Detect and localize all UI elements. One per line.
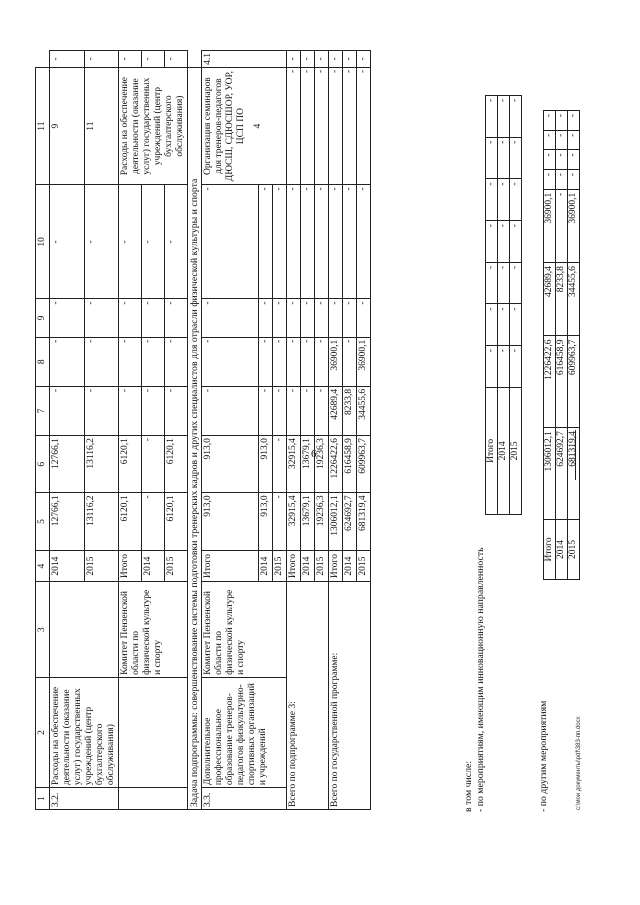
value-cell: - <box>142 337 165 386</box>
value-cell: 1226422,6 <box>544 336 556 428</box>
table-row <box>568 111 580 580</box>
value-cell: - <box>119 299 142 337</box>
value-cell: - <box>498 179 510 221</box>
value-cell: 8233,8 <box>343 386 357 435</box>
value-cell: - <box>165 185 188 299</box>
value-cell: 913,0 <box>259 493 273 550</box>
row-code: 3.2. <box>50 788 119 810</box>
value-cell: - <box>315 185 329 299</box>
value-cell: 616458,9 <box>556 336 568 428</box>
year-cell: Итого <box>119 550 142 582</box>
value-cell: - <box>568 130 580 150</box>
header-cell: 9 <box>36 299 50 337</box>
year-cell: 2014 <box>301 550 315 582</box>
year-cell: 2015 <box>273 550 287 582</box>
row-code: 3.3. <box>202 788 287 810</box>
value-cell: - <box>315 51 329 68</box>
value-cell: - <box>202 386 259 435</box>
value-cell: - <box>357 185 371 299</box>
indicator-cell: 9 <box>50 67 85 184</box>
value-cell: - <box>165 337 188 386</box>
value-cell: 34455,6 <box>357 386 371 435</box>
header-cell: 6 <box>36 436 50 493</box>
subprogram-total-row <box>287 51 301 810</box>
value-cell: - <box>273 185 287 299</box>
value-cell: - <box>84 337 119 386</box>
program-total-row <box>329 51 343 810</box>
including-label: в том числе: <box>463 760 474 812</box>
value-cell: - <box>568 170 580 190</box>
value-cell: - <box>142 51 165 68</box>
value-cell: - <box>329 299 343 337</box>
header-cell: 11 <box>36 67 50 184</box>
value-cell: 913,0 <box>259 436 273 493</box>
year-cell: 2015 <box>315 550 329 582</box>
value-cell: - <box>486 137 498 179</box>
value-cell: 6120,1 <box>165 436 188 493</box>
subprogram-total-label: Всего по подпрограмме 3: <box>287 582 329 810</box>
value-cell: 36900,1 <box>568 189 580 262</box>
value-cell: - <box>165 51 188 68</box>
year-cell: 2014 <box>343 550 357 582</box>
value-cell: - <box>84 51 119 68</box>
year-cell: Итого <box>544 519 556 579</box>
table-row <box>486 96 498 515</box>
value-cell: - <box>273 337 287 386</box>
value-cell: - <box>556 130 568 150</box>
value-cell: - <box>119 386 142 435</box>
value-cell: 624692,7 <box>556 428 568 520</box>
value-cell: - <box>343 51 357 68</box>
row-name: Расходы на обеспечение деятельности (оказание услуг) государственных учреждений (центр бухгалтерского обслуживания) <box>50 677 119 787</box>
value-cell: 6120,1 <box>119 436 142 493</box>
value-cell: 681319,4 <box>568 428 580 520</box>
value-cell: - <box>343 337 357 386</box>
page-number: 6 <box>311 448 317 460</box>
value-cell: - <box>556 150 568 170</box>
value-cell: - <box>259 185 273 299</box>
value-cell: - <box>357 299 371 337</box>
value-cell: - <box>50 337 85 386</box>
value-cell: - <box>301 299 315 337</box>
value-cell: - <box>510 262 522 304</box>
value-cell: - <box>259 337 273 386</box>
value-cell: - <box>287 299 301 337</box>
value-cell: - <box>202 299 259 337</box>
value-cell: - <box>287 51 301 68</box>
value-cell: - <box>119 337 142 386</box>
indicator-cell: Расходы на обеспечение деятельности (оказание услуг) государственных учреждений (центр бухгалтерского обслуживания) <box>119 67 188 184</box>
indicator-name: Организация семинаров для тренеров-педагогов ДЮСШ, СДЮСШОР, УОР, ЦСП ПО <box>203 71 246 182</box>
value-cell: - <box>544 170 556 190</box>
value-cell: - <box>343 299 357 337</box>
value-cell: 13116,2 <box>84 436 119 493</box>
value-cell: - <box>50 299 85 337</box>
year-cell: 2015 <box>568 519 580 579</box>
value-cell: 1306012,1 <box>329 493 343 550</box>
value-cell: - <box>498 221 510 263</box>
value-cell: - <box>486 262 498 304</box>
value-cell: - <box>315 67 329 184</box>
task-text: Задача подпрограммы: совершенствование системы подготовки тренерских кадров и других специалистов для отрасли физической культуры и спорта <box>188 67 202 809</box>
value-cell: - <box>510 346 522 388</box>
value-cell: - <box>315 337 329 386</box>
value-cell: 609963,7 <box>568 336 580 428</box>
table-row <box>544 111 556 580</box>
value-cell: - <box>556 111 568 131</box>
value-cell: - <box>50 386 85 435</box>
value-cell: - <box>498 346 510 388</box>
footer-file-path: c:\мои документы\pdf\383-пп.docx <box>576 716 582 810</box>
value-cell: 36900,1 <box>329 337 343 386</box>
value-cell: - <box>486 346 498 388</box>
value-cell: - <box>544 111 556 131</box>
year-cell: 2014 <box>142 550 165 582</box>
value-cell: - <box>498 304 510 346</box>
year-cell: 2014 <box>556 519 568 579</box>
value-cell: 36900,1 <box>357 337 371 386</box>
value-cell: - <box>329 51 343 68</box>
value-cell: - <box>273 493 287 550</box>
year-cell: 2014 <box>50 550 85 582</box>
value-cell: 913,0 <box>202 493 259 550</box>
value-cell: - <box>259 299 273 337</box>
value-cell: - <box>273 436 287 493</box>
value-cell: 12766,1 <box>50 436 85 493</box>
innovative-activities-table <box>485 95 522 515</box>
value-cell: 609963,7 <box>357 436 371 493</box>
year-cell: Итого <box>486 387 498 514</box>
rotated-page-content <box>5 40 585 850</box>
value-cell: - <box>510 221 522 263</box>
other-activities-table <box>543 110 580 580</box>
value-cell: - <box>486 221 498 263</box>
year-cell: 2015 <box>84 550 119 582</box>
value-cell: 13116,2 <box>84 493 119 550</box>
value-cell: 36900,1 <box>544 189 556 262</box>
value-cell: - <box>84 386 119 435</box>
innovative-activities-label: - по мероприятиям, имеющим инновационную направленность <box>475 547 486 812</box>
value-cell: - <box>84 185 119 299</box>
value-cell: - <box>301 337 315 386</box>
value-cell: - <box>343 185 357 299</box>
value-cell: 34455,6 <box>568 263 580 336</box>
value-cell: - <box>142 436 165 493</box>
table-row <box>50 51 85 810</box>
program-table-body <box>36 51 371 810</box>
value-cell: - <box>142 386 165 435</box>
row-executor: Комитет Пензенской области по физической культуре и спорту <box>202 582 287 677</box>
row-executor: Комитет Пензенской области по физической культуре и спорту <box>119 582 188 677</box>
header-cell: 10 <box>36 185 50 299</box>
value-cell: 913,0 <box>202 436 259 493</box>
header-cell: 3 <box>36 582 50 677</box>
value-cell: - <box>273 299 287 337</box>
value-cell: 1306012,1 <box>544 428 556 520</box>
table-row <box>556 111 568 580</box>
value-cell: 12766,1 <box>50 493 85 550</box>
row-name: Дополнительное профессиональное образование тренеров-педагогов физкультурно-спортивных организаций и учреждений <box>202 677 287 787</box>
value-cell: - <box>273 386 287 435</box>
value-cell: - <box>165 386 188 435</box>
value-cell: - <box>142 299 165 337</box>
value-cell: - <box>287 386 301 435</box>
value-cell: - <box>50 51 85 68</box>
indicator-code: 4.1 <box>202 51 287 68</box>
value-cell: 13679,1 <box>301 493 315 550</box>
year-cell: Итого <box>329 550 343 582</box>
value-cell: - <box>142 185 165 299</box>
value-cell: - <box>287 185 301 299</box>
footer-rule <box>575 430 576 480</box>
value-cell: 32915,4 <box>287 436 301 493</box>
value-cell: - <box>544 150 556 170</box>
year-cell: Итого <box>202 550 259 582</box>
task-row <box>188 51 202 810</box>
table-row <box>119 51 142 810</box>
value-cell: - <box>556 189 568 262</box>
header-cell: 2 <box>36 677 50 787</box>
value-cell: - <box>165 299 188 337</box>
value-cell: - <box>301 386 315 435</box>
header-cell: 4 <box>36 550 50 582</box>
row-executor <box>50 582 119 677</box>
value-cell: 6120,1 <box>165 493 188 550</box>
value-cell: - <box>343 67 357 184</box>
value-cell: - <box>544 130 556 150</box>
value-cell: - <box>498 137 510 179</box>
other-activities-label: - по другим мероприятиям <box>538 700 549 812</box>
value-cell: - <box>357 67 371 184</box>
value-cell: - <box>510 304 522 346</box>
year-cell: 2014 <box>259 550 273 582</box>
value-cell: - <box>259 386 273 435</box>
year-cell: 2015 <box>165 550 188 582</box>
value-cell: 1226422,6 <box>329 436 343 493</box>
indicator-value: 4 <box>253 123 263 129</box>
program-total-label: Всего по государственной программе: <box>329 582 371 810</box>
indicator-cell <box>202 67 287 184</box>
program-table <box>35 50 371 810</box>
indicator-cell: 11 <box>84 67 119 184</box>
year-cell: 2015 <box>510 387 522 514</box>
header-cell: 5 <box>36 493 50 550</box>
value-cell: - <box>301 185 315 299</box>
value-cell: - <box>486 179 498 221</box>
value-cell: - <box>119 51 142 68</box>
value-cell: - <box>301 51 315 68</box>
table-row <box>510 96 522 515</box>
value-cell: - <box>315 386 329 435</box>
value-cell: - <box>556 170 568 190</box>
value-cell: 8233,8 <box>556 263 568 336</box>
header-cell: 1 <box>36 788 50 810</box>
value-cell: - <box>50 185 85 299</box>
value-cell: - <box>287 337 301 386</box>
value-cell: 19236,3 <box>315 493 329 550</box>
value-cell: - <box>301 67 315 184</box>
value-cell: - <box>510 96 522 138</box>
value-cell: - <box>498 96 510 138</box>
value-cell: 616458,9 <box>343 436 357 493</box>
value-cell: - <box>568 111 580 131</box>
value-cell: - <box>202 337 259 386</box>
value-cell: - <box>329 185 343 299</box>
value-cell: 624692,7 <box>343 493 357 550</box>
value-cell: - <box>510 137 522 179</box>
value-cell: 13679,1 <box>301 436 315 493</box>
value-cell: - <box>486 96 498 138</box>
header-cell: 8 <box>36 337 50 386</box>
value-cell: - <box>287 67 301 184</box>
row-code <box>119 788 188 810</box>
header-row <box>36 51 50 810</box>
value-cell: - <box>568 150 580 170</box>
table-row <box>202 51 259 810</box>
value-cell: - <box>84 299 119 337</box>
value-cell: - <box>498 262 510 304</box>
value-cell: 6120,1 <box>119 493 142 550</box>
value-cell: - <box>357 51 371 68</box>
value-cell: - <box>510 179 522 221</box>
value-cell: - <box>119 185 142 299</box>
year-cell: Итого <box>287 550 301 582</box>
value-cell: 42689,4 <box>544 263 556 336</box>
year-cell: 2014 <box>498 387 510 514</box>
row-name <box>119 677 188 787</box>
value-cell: 19236,3 <box>315 436 329 493</box>
value-cell: - <box>142 493 165 550</box>
value-cell: 42689,4 <box>329 386 343 435</box>
value-cell: - <box>329 67 343 184</box>
year-cell: 2015 <box>357 550 371 582</box>
value-cell: - <box>315 299 329 337</box>
value-cell: 681319,4 <box>357 493 371 550</box>
value-cell: 32915,4 <box>287 493 301 550</box>
value-cell: - <box>202 185 259 299</box>
table-row <box>498 96 510 515</box>
header-cell: 7 <box>36 386 50 435</box>
value-cell: - <box>486 304 498 346</box>
